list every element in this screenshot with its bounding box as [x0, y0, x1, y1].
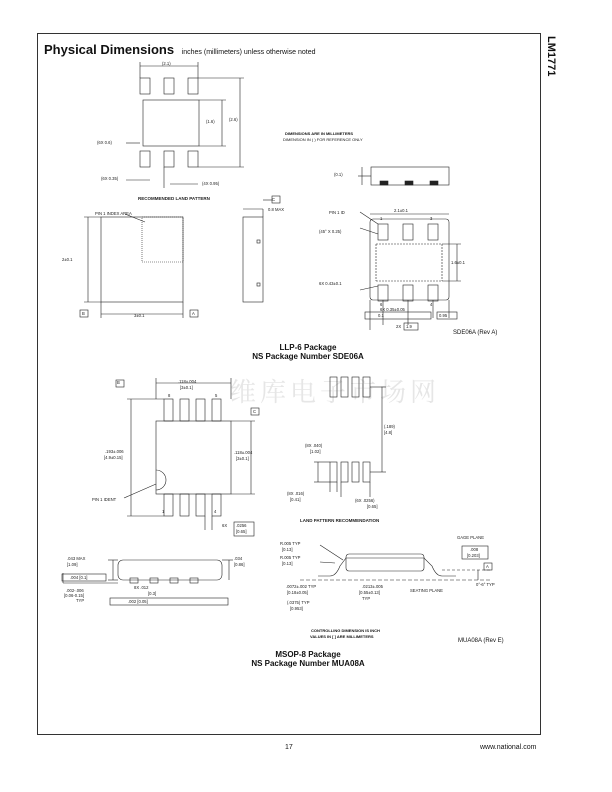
llp-dim-1-6: (1.6) [206, 119, 215, 124]
msop-land-pad [330, 462, 337, 482]
llp-dim-2: 2±0.1 [62, 257, 73, 262]
msop-dim-008mm: [0.203] [467, 553, 480, 558]
llp-pin-1: 1 [380, 216, 383, 221]
msop-body-profile [346, 554, 424, 571]
llp-label-a: A [192, 311, 195, 316]
llp-dim-4x095: (4X 0.95) [202, 181, 220, 186]
llp-package-name: LLP-6 Package [279, 343, 337, 352]
msop-dim-034: .034 [234, 556, 243, 561]
page-number: 17 [285, 744, 293, 751]
msop-pin-8: 8 [168, 393, 171, 398]
msop-land-pad [352, 377, 359, 397]
msop-body-top [156, 421, 231, 494]
msop-dim-8x016: (8X .016) [287, 491, 305, 496]
msop-dim-8x012: 8X .012 [134, 585, 149, 590]
msop-dim-118bmm: [3±0.1] [236, 456, 249, 461]
msop-dim-002mm: [0.06-0.15] [64, 593, 85, 598]
msop-dim-193mm: [4.9±0.15] [104, 455, 123, 460]
msop-land-pad [363, 462, 370, 482]
msop-dim-0072mm: [0.18±0.05] [287, 590, 308, 595]
msop-lead [164, 494, 173, 516]
msop-controlling-1: CONTROLLING DIMENSION IS INCH [311, 628, 380, 633]
llp-label-c: C [272, 197, 276, 202]
llp-dim-01: 0.1 [378, 313, 384, 318]
msop-lead [196, 399, 205, 421]
llp-dim-19: 1.9 [406, 324, 412, 329]
msop-dim-189: (.189) [384, 424, 395, 429]
msop-dim-6x0256: (6X .0256) [355, 498, 375, 503]
msop-side-lead [150, 578, 158, 583]
msop-dim-8x040mm: [1.02] [310, 449, 321, 454]
msop-side-lead [130, 578, 138, 583]
msop-body-side [118, 560, 222, 580]
msop-controlling-2: VALUES IN [ ] ARE MILLIMETERS [310, 634, 374, 639]
msop-dim-193: .193±.006 [105, 449, 124, 454]
llp-dim-45: (45° X 0.25) [319, 229, 342, 234]
msop-dim-0213: .0213±.005 [362, 584, 383, 589]
title-text: Physical Dimensions [44, 42, 175, 57]
msop-package-name: MSOP-8 Package [275, 650, 341, 659]
msop-dim-118b: .118±.004 [234, 450, 253, 455]
msop-dim-004: .004 [0.1] [70, 575, 88, 580]
llp-pin-6: 6 [380, 302, 383, 307]
llp-pin-4: 4 [430, 302, 433, 307]
msop-seating-plane: SEATING PLANE [410, 588, 443, 593]
msop-dim-0375: (.0375) TYP [287, 600, 310, 605]
llp-label-b: B [82, 311, 85, 316]
msop-dim-0375mm: [0.953] [290, 606, 303, 611]
msop-dim-6x: 6X [222, 523, 228, 528]
msop-dim-034mm: [0.86] [234, 562, 245, 567]
msop-lead [212, 399, 221, 421]
side-tab-part-number: LM1771 [545, 36, 557, 77]
msop-label-a: A [486, 564, 489, 569]
llp-dim-6x035: (6X 0.35) [101, 176, 119, 181]
msop-lead-profile [318, 558, 456, 576]
msop-dim-043max: .043 MAX [67, 556, 86, 561]
title-subtitle: inches (millimeters) unless otherwise noted [181, 49, 316, 56]
msop-dim-002b: .002 [0.05] [128, 599, 148, 604]
msop-land-pad [341, 377, 348, 397]
msop-dim-0072: .0072±.002 TYP [286, 584, 317, 589]
msop-dim-r005amm: [0.13] [282, 547, 293, 552]
llp-package-number: NS Package Number SDE06A [252, 352, 364, 361]
msop-package-number: NS Package Number MUA08A [251, 659, 365, 668]
llp-revision: SDE06A (Rev A) [453, 330, 498, 336]
msop-dim-008: .008 [470, 547, 479, 552]
llp-dim-6x06: (6X 0.6) [97, 140, 112, 145]
msop-label-c: C [253, 409, 257, 414]
msop-land-pattern [314, 377, 386, 497]
msop-side-lead [190, 578, 198, 583]
llp-dim-21: 2.1±0.1 [394, 208, 408, 213]
msop-side-view [63, 560, 233, 583]
msop-dim-118mm: [3±0.1] [180, 385, 193, 390]
llp-dim-16: 1.6±0.1 [451, 260, 465, 265]
msop-dim-r005a: R.005 TYP [280, 541, 301, 546]
msop-land-pad [352, 462, 359, 482]
msop-dim-002: .002-.006 [66, 588, 84, 593]
msop-dim-043mm: [1.09] [67, 562, 78, 567]
msop-angle: 0°-6° TYP [476, 582, 495, 587]
llp-dim-6x043: 6X 0.43±0.1 [319, 281, 342, 286]
llp-dim-2-6: (2.6) [229, 117, 238, 122]
msop-lead [180, 494, 189, 516]
llp-dim-3: 3±0.1 [134, 313, 145, 318]
llp-dim-note-1: DIMENSIONS ARE IN MILLIMETERS [285, 131, 354, 136]
llp-dim-6x035b: 6X 0.35±0.05 [380, 307, 405, 312]
msop-label-b: B [117, 380, 120, 385]
msop-dim-118: .118±.004 [178, 379, 197, 384]
msop-lead [196, 494, 205, 516]
msop-dim-8x016mm: [0.41] [290, 497, 301, 502]
msop-pin-5: 5 [215, 393, 218, 398]
msop-dim-typ: TYP [76, 598, 85, 603]
msop-dim-r005bmm: [0.13] [282, 561, 293, 566]
msop-land-caption: LAND PATTERN RECOMMENDATION [300, 518, 380, 523]
llp-land-caption: RECOMMENDED LAND PATTERN [138, 196, 210, 201]
msop-dim-0256mm: [0.65] [236, 529, 247, 534]
msop-dim-0213mm: [0.55±0.13] [359, 590, 380, 595]
msop-dim-0256: .0256 [236, 523, 247, 528]
llp-pin-3: 3 [430, 216, 433, 221]
msop-gage-plane: GAGE PLANE [457, 535, 484, 540]
msop-dim-8x040: (8X .040) [305, 443, 323, 448]
llp-dim-2-1: (2.1) [162, 61, 171, 66]
llp-dim-08max: 0.8 MAX [268, 207, 285, 212]
llp-pin1-id: PIN 1 ID [329, 210, 345, 215]
msop-lead [164, 399, 173, 421]
msop-land-pad [341, 462, 348, 482]
msop-dim-6x0256mm: [0.65] [367, 504, 378, 509]
msop-pin1-ident: PIN 1 IDENT [92, 497, 117, 502]
msop-lead [180, 399, 189, 421]
website-link[interactable]: www.national.com [480, 744, 537, 751]
msop-land-pad [330, 377, 337, 397]
msop-pin-4: 4 [214, 509, 217, 514]
msop-profile-view [300, 545, 490, 580]
llp-dim-01-ref: (0.1) [334, 172, 343, 177]
llp-pin1-index: PIN 1 INDEX AREA [95, 211, 132, 216]
watermark: 维库电子市场网 [230, 378, 441, 408]
msop-dim-189mm: [4.8] [384, 430, 393, 435]
msop-dim-0213typ: TYP [362, 596, 371, 601]
llp-dim-095: 0.95 [439, 313, 448, 318]
msop-pin-1: 1 [162, 509, 165, 514]
msop-dim-r005b: R.005 TYP [280, 555, 301, 560]
msop-land-pad [363, 377, 370, 397]
llp-dim-2x: 2X [396, 324, 402, 329]
llp-dim-note-2: DIMENSION IN ( ) FOR REFERENCE ONLY [283, 137, 363, 142]
msop-revision: MUA08A (Rev E) [458, 638, 504, 644]
msop-dim-8x012mm: [0.3] [148, 591, 157, 596]
msop-side-lead [170, 578, 178, 583]
pin1-ident-notch [156, 470, 166, 490]
